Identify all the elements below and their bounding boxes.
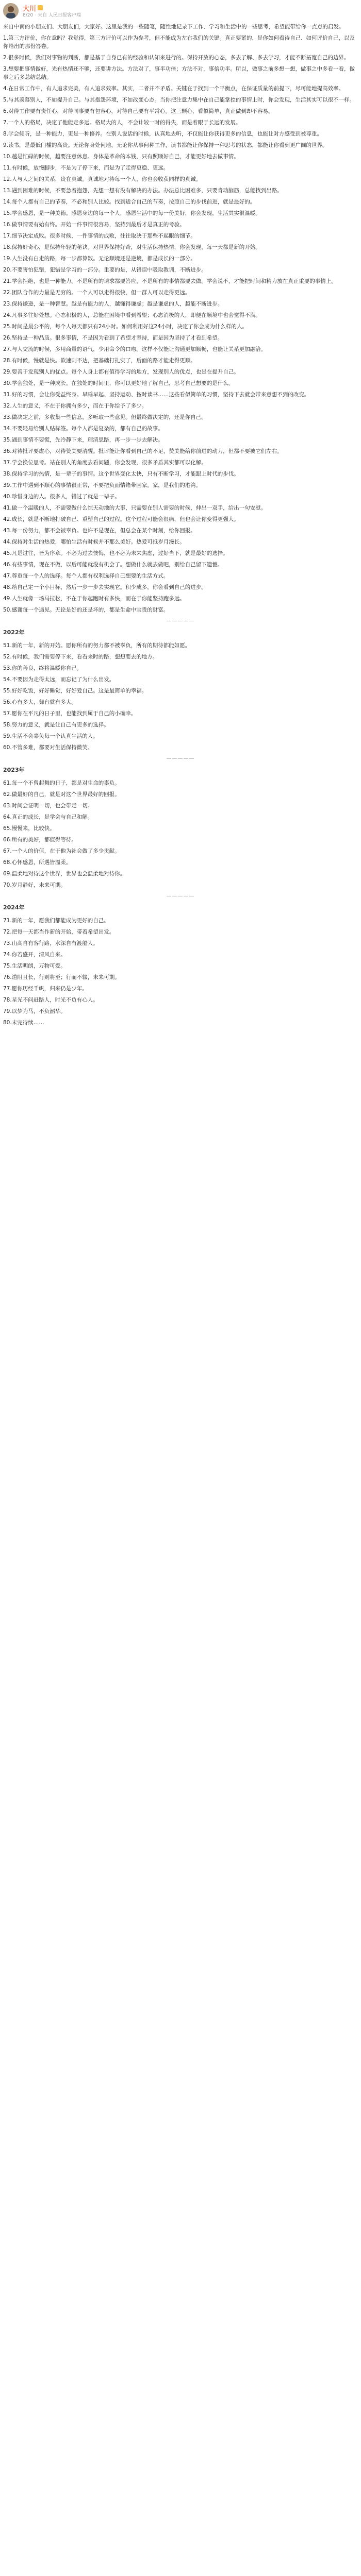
post-paragraph: 50.感谢每一个遇见。无论是好的还是坏的，都是生命中宝贵的财富。 xyxy=(3,607,169,613)
post-paragraph: 35.遇到事情不要慌，先冷静下来，理清思路，再一步一步去解决。 xyxy=(3,437,163,443)
post-paragraph: 57.愿你在平凡的日子里，也能找到属于自己的小确幸。 xyxy=(3,710,137,717)
post-paragraph: 67.一个人的价值，在于他为社会做了多少贡献。 xyxy=(3,848,120,854)
post-paragraph: 46.有些事情，现在不做，以后可能就没有机会了。想做什么就去做吧，别给自己留下遗憾。 xyxy=(3,562,223,568)
post-paragraph: 71.新的一年，愿我们都能成为更好的自己。 xyxy=(3,918,109,924)
post-paragraph: 75.生活明朗，万物可爱。 xyxy=(3,963,66,969)
post-paragraph: 63.时间会证明一切，也会带走一切。 xyxy=(3,803,93,809)
post-paragraph: 26.坚持是一种品质。很多事情，不是因为看到了希望才坚持，而是因为坚持了才看到希望。 xyxy=(3,335,223,341)
post-paragraph: 51.新的一年，新的开始。愿你所有的努力都不被辜负，所有的期待都能如愿。 xyxy=(3,642,191,649)
post-paragraph: 53.你的善良，终将温暖你自己。 xyxy=(3,665,83,671)
post-paragraph: 11.有时候，放慢脚步，不是为了停下来，而是为了走得更稳、更远。 xyxy=(3,165,169,171)
post-paragraph: 5.与其羡慕别人，不如提升自己。与其抱怨环境，不如改变心态。当你把注意力集中在自己能掌控的事情上时，你会发现，生活其实可以很不一样。 xyxy=(3,97,355,103)
post-paragraph: 19.人生没有白走的路，每一步都算数。无论顺境还是逆境，都是成长的一部分。 xyxy=(3,256,196,262)
post-meta: 8/20 · 来自 人民日报客户端 xyxy=(23,13,81,18)
post-paragraph: 56.心有多大，舞台就有多大。 xyxy=(3,699,77,705)
post-paragraph: 10.越是忙碌的时候，越要注意休息。身体是革命的本钱，只有照顾好自己，才能更好地去做事情。 xyxy=(3,154,239,160)
post-paragraph: 79.以梦为马，不负韶华。 xyxy=(3,1008,66,1014)
author-name-text[interactable]: 大川 xyxy=(23,5,37,13)
year-heading: 2023年 xyxy=(3,767,25,773)
post-paragraph: 29.要善于发现别人的优点。每个人身上都有值得学习的地方，发现别人的优点，也是在提升自己。 xyxy=(3,369,239,375)
post-paragraph: 60.不管多难，都要对生活保持微笑。 xyxy=(3,744,93,751)
post-paragraph: 9.读书，是最低门槛的高贵。无论你身处何地，无论你从事何种工作，读书都能让你保持一种思考的状态，都能让你看到更广阔的世界。 xyxy=(3,142,328,148)
post-paragraph: 来自中南的小朋友们、大朋友们，大家好。这里是我的一些随笔，随性地记录下工作、学习和生活中的一些思考，希望能带给你一点点的启发。 xyxy=(3,24,344,30)
year-heading: 2024年 xyxy=(3,904,25,911)
post-time[interactable]: 8/20 xyxy=(23,13,34,18)
post-paragraph: 69.温柔地对待这个世界，世界也会温柔地对待你。 xyxy=(3,871,126,877)
post-paragraph: 32.人生的意义，不在于你拥有多少，而在于你给予了多少。 xyxy=(3,403,147,409)
post-paragraph: 13.遇到困难的时候，不要急着抱怨，先想一想有没有解决的办法。办法总比困难多，只要肯动脑筋，总能找到出路。 xyxy=(3,188,283,194)
post-paragraph: 44.保持对生活的热爱，哪怕生活有时候并不那么美好。热爱可抵岁月漫长。 xyxy=(3,539,185,545)
post-paragraph: 4.在日常工作中，有人追求完美，有人追求效率。其实，二者并不矛盾。关键在于找到一个平衡点，在保证质量的前提下，尽可能地提高效率。 xyxy=(3,86,344,92)
author-avatar[interactable] xyxy=(3,3,19,19)
post-paragraph: 42.成长，就是不断地打破自己、重塑自己的过程。这个过程可能会很痛，但也会让你变得更强大。 xyxy=(3,516,239,522)
post-paragraph: 45.凡是过往，皆为序章。不必为过去懊悔，也不必为未来焦虑，过好当下，就是最好的选择。 xyxy=(3,550,228,556)
post-paragraph: 20.不要害怕犯错，犯错是学习的一部分。重要的是，从错误中吸取教训，不断进步。 xyxy=(3,267,207,273)
post-paragraph: 65.慢慢来，比较快。 xyxy=(3,825,55,832)
post-paragraph: 52.有时候，我们需要停下来，看看来时的路，想想要去的地方。 xyxy=(3,654,158,660)
year-heading: 2022年 xyxy=(3,629,25,636)
post-paragraph: 6.对待工作要有责任心，对待同事要有包容心，对待自己要有平常心。这三颗心，看似简单，真正做到却不容易。 xyxy=(3,108,274,114)
post-paragraph: 37.学会换位思考。站在别人的角度去看问题，你会发现，很多矛盾其实都可以化解。 xyxy=(3,460,207,466)
post-paragraph: 14.每个人都有自己的节奏，不必和别人比较。找到适合自己的节奏，按照自己的步伐前进，就是最好的。 xyxy=(3,199,256,205)
post-paragraph: 41.做一个温暖的人，不需要做什么惊天动地的大事，只需要在别人需要的时候，伸出一双手，给出一句安慰。 xyxy=(3,505,267,511)
post-paragraph: 47.尊重每一个人的选择。每个人都有权利选择自己想要的生活方式。 xyxy=(3,573,169,579)
post-paragraph: 7.一个人的格局，决定了他能走多远。格局大的人，不会计较一时的得失，而是着眼于长远的发展。 xyxy=(3,120,241,126)
post-paragraph: 80.未完待续…… xyxy=(3,1020,44,1026)
post-paragraph: 8.学会倾听，是一种能力，更是一种修养。在别人说话的时候，认真地去听，不仅能让你获得更多的信息，也能让对方感受到被尊重。 xyxy=(3,131,323,137)
post-paragraph: 36.对待批评要虚心，对待赞美要清醒。批评能让你看到自己的不足，赞美能给你前进的动力，但都不要被它们左右。 xyxy=(3,448,283,454)
post-paragraph: 23.保持谦逊，是一种智慧。越是有能力的人，越懂得谦虚；越是谦虚的人，越能不断进步。 xyxy=(3,301,223,307)
post-paragraph: 70.岁月静好，未来可期。 xyxy=(3,882,66,888)
post-paragraph: 25.时间是最公平的，每个人每天都只有24小时。如何利用好这24小时，决定了你会成为什么样的人。 xyxy=(3,324,248,330)
post-paragraph: 1.第三方评价，你在意吗？我觉得，第三方评价可以作为参考，但不能成为左右我们的关键。真正要紧的，是你如何看待自己、如何评价自己，以及你给出的那份答卷。 xyxy=(3,35,355,49)
post-paragraph: 55.好好吃饭，好好睡觉，好好爱自己。这是最简单的幸福。 xyxy=(3,688,147,694)
post-paragraph: 76.道阻且长，行则将至；行而不辍，未来可期。 xyxy=(3,974,120,980)
post-paragraph: 40.珍惜身边的人。很多人，错过了就是一辈子。 xyxy=(3,494,120,500)
post-paragraph: 12.人与人之间的关系，贵在真诚。真诚地对待每一个人，你也会收获同样的真诚。 xyxy=(3,176,202,182)
post-paragraph: 73.山高自有客行路，水深自有渡船人。 xyxy=(3,940,99,946)
post-paragraph: 38.保持学习的热情，是一辈子的事情。这个世界变化太快，只有不断学习，才能跟上时代的步伐。 xyxy=(3,471,239,477)
post-paragraph: 49.人生就像一场马拉松，不在于你起跑时有多快，而在于你能坚持跑多远。 xyxy=(3,596,185,602)
post-paragraph: 58.努力的意义，就是让自己有更多的选择。 xyxy=(3,722,109,728)
post-header xyxy=(0,0,361,20)
post-paragraph: 2.很多时候，我们对事物的判断，都是基于自身已有的经验和认知来进行的。保持开放的心态，多去了解、多去学习，才能不断拓宽自己的边界。 xyxy=(3,55,350,61)
section-divider: ————— xyxy=(166,893,195,899)
section-divider: ————— xyxy=(166,756,195,761)
post-paragraph: 74.你若盛开，清风自来。 xyxy=(3,952,66,958)
post-paragraph: 54.不要因为走得太远，而忘记了为什么出发。 xyxy=(3,676,115,683)
post-paragraph: 77.愿你历经千帆，归来仍是少年。 xyxy=(3,986,88,992)
post-paragraph: 31.好的习惯，会让你受益终身。早睡早起、坚持运动、按时读书……这些看似简单的习惯，坚持下去就会带来意想不到的改变。 xyxy=(3,392,310,398)
post-paragraph: 68.心怀感恩，所遇皆温柔。 xyxy=(3,859,72,866)
post-paragraph: 27.与人交流的时候，多用商量的语气，少用命令的口吻。这样不仅能让沟通更加顺畅，也能让关系更加融洽。 xyxy=(3,346,267,352)
post-paragraph: 22.团队合作的力量是无穷的。一个人可以走得很快，但一群人可以走得更远。 xyxy=(3,290,191,296)
post-paragraph: 78.星光不问赶路人，时光不负有心人。 xyxy=(3,997,99,1003)
post-paragraph: 15.学会感恩，是一种美德。感恩身边的每一个人，感恩生活中的每一份美好，你会发现，生活其实很温暖。 xyxy=(3,210,261,216)
post-source: 来自 人民日报客户端 xyxy=(38,13,81,18)
vip-badge-icon xyxy=(38,5,43,10)
post-paragraph: 48.给自己定一个小目标，然后一步一步去实现它。积少成多，你会看到自己的进步。 xyxy=(3,584,207,590)
post-paragraph: 66.所有的美好，都值得等待。 xyxy=(3,837,77,843)
post-paragraph: 21.学会拒绝，也是一种能力。不是所有的请求都要答应，不是所有的事情都要去做。学会说不，才能把时间和精力放在真正重要的事情上。 xyxy=(3,278,337,284)
post-paragraph: 18.保持好奇心，是保持年轻的秘诀。对世界保持好奇，对生活保持热情，你会发现，每一天都是新的开始。 xyxy=(3,244,261,250)
post-paragraph: 33.做决定之前，多收集一些信息，多听取一些意见。但最终做决定的，还是你自己。 xyxy=(3,414,207,420)
post-paragraph: 39.工作中遇到不顺心的事情很正常，不要把负面情绪带回家。家，是我们的港湾。 xyxy=(3,482,202,488)
post-paragraph: 62.做最好的自己，就是对这个世界最好的回报。 xyxy=(3,791,120,798)
post-body xyxy=(3,23,358,1030)
post-paragraph: 64.真正的成长，是学会与自己和解。 xyxy=(3,814,93,820)
section-divider: ————— xyxy=(166,618,195,624)
post-paragraph: 28.有时候，慢就是快。欲速则不达，把基础打扎实了，后面的路才能走得更顺。 xyxy=(3,358,196,364)
post-paragraph: 34.不要轻易给别人贴标签。每个人都是复杂的，都有自己的故事。 xyxy=(3,426,163,432)
post-paragraph: 3.想要把事情做好，光有热情还不够，还要讲方法。方法对了，事半功倍；方法不对，事倍功半。所以，做事之前多想一想，做事之中多看一看，做事之后多总结总结。 xyxy=(3,66,355,80)
post-paragraph: 59.生活不会辜负每一个认真生活的人。 xyxy=(3,733,99,739)
post-paragraph: 61.每一个不曾起舞的日子，都是对生命的辜负。 xyxy=(3,780,120,786)
post-paragraph: 43.每一份努力，都不会被辜负。也许不是现在，但总会在某个时刻，给你回报。 xyxy=(3,528,196,534)
avatar-image xyxy=(3,3,19,19)
post-paragraph: 30.学会独处，是一种成长。在独处的时间里，你可以更好地了解自己，思考自己想要的是什么。 xyxy=(3,380,234,386)
post-paragraph: 16.做事情要有始有终。开始一件事情很容易，坚持到最后才是真正的考验。 xyxy=(3,222,185,228)
post-paragraph: 24.凡事多往好处想。心态积极的人，总能在困境中看到希望；心态消极的人，即便在顺境中也会觉得不满。 xyxy=(3,312,261,318)
post-paragraph: 72.把每一天都当作新的开始，带着希望出发。 xyxy=(3,929,115,935)
post-paragraph: 17.细节决定成败。很多时候，一件事情的成败，往往取决于那些不起眼的细节。 xyxy=(3,233,196,239)
